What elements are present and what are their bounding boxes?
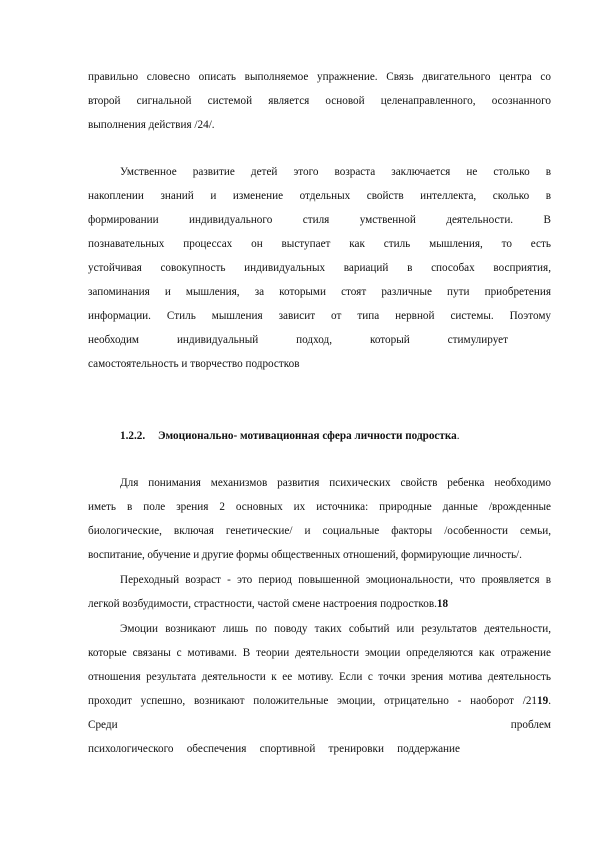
paragraph-line: устойчивая совокупность индивидуальных вариаций в способах восприятия, bbox=[88, 262, 551, 274]
reference-number: 18 bbox=[436, 598, 449, 610]
section-title-period: . bbox=[456, 430, 460, 442]
paragraph-word: Среди bbox=[88, 719, 118, 731]
paragraph-text: проходит успешно, возникают положительные эмоции, отрицательно - наоборот /21 bbox=[88, 695, 538, 707]
paragraph-line: выполнения действия /24/. bbox=[88, 119, 215, 131]
paragraph-line: второй сигнальной системой является основой целенаправленного, осознанного bbox=[88, 95, 551, 107]
paragraph-line: накоплении знаний и изменение отдельных свойств интеллекта, сколько в bbox=[88, 190, 551, 202]
section-heading bbox=[120, 429, 551, 443]
paragraph-line: информации. Стиль мышления зависит от типа нервной системы. Поэтому bbox=[88, 310, 551, 322]
paragraph-line: правильно словесно описать выполняемое упражнение. Связь двигательного центра со bbox=[88, 71, 551, 83]
paragraph-line: Эмоции возникают лишь по поводу таких событий или результатов деятельности, bbox=[120, 623, 551, 635]
paragraph-text: легкой возбудимости, страстности, частой смене настроения подростков. bbox=[88, 598, 437, 610]
section-number: 1.2.2. bbox=[120, 430, 146, 442]
paragraph-line: отношения результата деятельности к ее мотиву. Если с точки зрения мотива деятельность bbox=[88, 671, 551, 683]
paragraph-line: познавательных процессах он выступает как стиль мышления, то есть bbox=[88, 238, 551, 250]
paragraph-line: Умственное развитие детей этого возраста заключается не столько в bbox=[120, 166, 551, 178]
reference-number: 19 bbox=[537, 695, 549, 707]
paragraph-line: которые связаны с мотивами. В теории деятельности эмоции определяются как отражение bbox=[88, 647, 551, 659]
paragraph-text-end: . bbox=[548, 695, 551, 707]
paragraph-line: психологического обеспечения спортивной тренировки поддержание bbox=[88, 743, 460, 755]
paragraph-line bbox=[88, 718, 551, 732]
paragraph-word: проблем bbox=[510, 719, 551, 731]
paragraph-line: самостоятельность и творчество подростков bbox=[88, 358, 300, 370]
section-title: Эмоционально- мотивационная сфера личности подростка bbox=[157, 430, 457, 442]
paragraph-line: Переходный возраст - это период повышенной эмоциональности, что проявляется в bbox=[120, 574, 551, 586]
paragraph-line bbox=[88, 694, 551, 708]
paragraph-line: запоминания и мышления, за которыми стоят различные пути приобретения bbox=[88, 286, 551, 298]
paragraph-line: формировании индивидуального стиля умственной деятельности. В bbox=[88, 214, 551, 226]
paragraph-line bbox=[88, 597, 551, 611]
paragraph-line: воспитание, обучение и другие формы общественных отношений, формирующие личность/. bbox=[88, 549, 522, 561]
paragraph-line: Для понимания механизмов развития психических свойств ребенка необходимо bbox=[120, 477, 551, 489]
paragraph-line: биологические, включая генетические/ и социальные факторы /особенности семьи, bbox=[88, 525, 551, 537]
paragraph-line: иметь в поле зрения 2 основных их источника: природные данные /врожденные bbox=[88, 501, 551, 513]
paragraph-line: необходим индивидуальный подход, который стимулирует bbox=[88, 334, 508, 346]
